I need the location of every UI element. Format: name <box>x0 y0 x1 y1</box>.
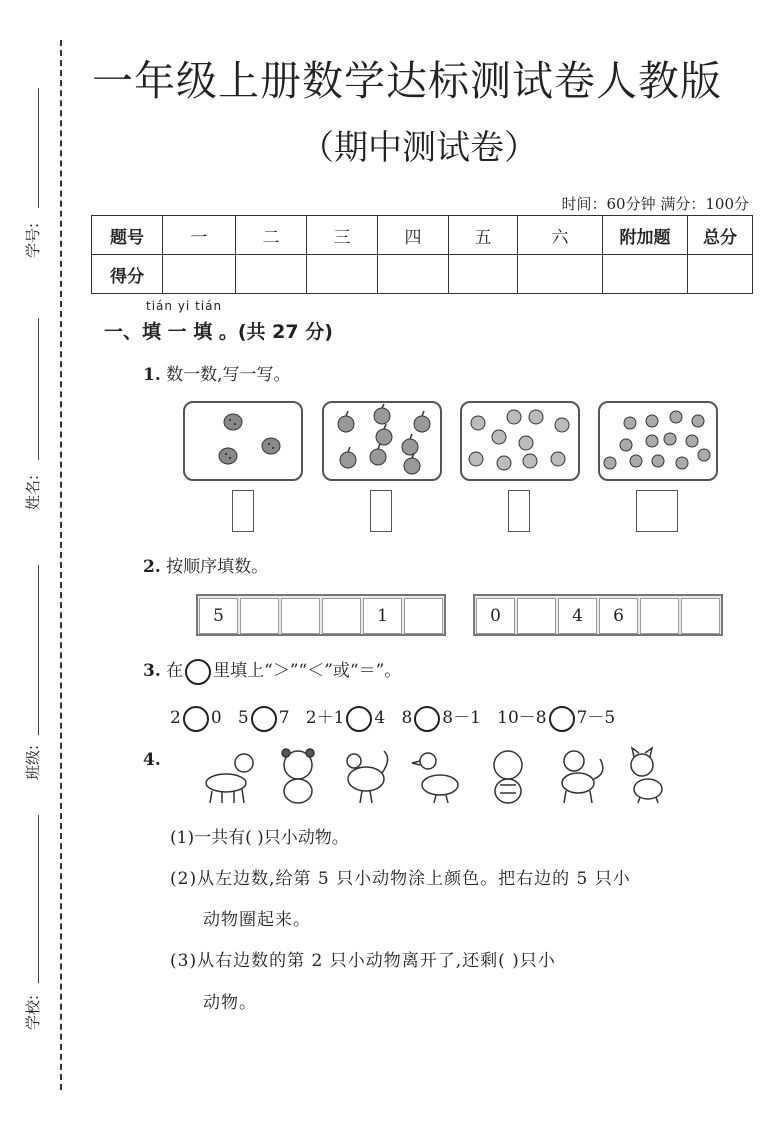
answer-box[interactable] <box>232 490 254 532</box>
page-subtitle: （期中测试卷） <box>300 128 538 168</box>
monkey-icon <box>562 751 603 803</box>
question-1 <box>143 360 291 385</box>
question-4-sub1: (1)一共有( )只小动物。 <box>170 828 349 848</box>
question-number: 2. <box>143 557 161 577</box>
tiger-icon <box>494 751 522 803</box>
strawberry-box <box>183 401 303 481</box>
score-cell: 四 <box>378 216 449 255</box>
score-cell: 五 <box>449 216 518 255</box>
question-4 <box>143 750 161 770</box>
score-input-cell[interactable] <box>163 255 236 294</box>
score-input-cell[interactable] <box>378 255 449 294</box>
score-input-cell[interactable] <box>236 255 307 294</box>
score-table-score-row <box>92 255 753 294</box>
sequence-cell[interactable] <box>322 598 361 634</box>
question-4-sub3-line1: (3)从右边数的第 2 只小动物离开了,还剩( )只小 <box>170 951 556 971</box>
compare-left: 5 <box>237 708 249 728</box>
circle-icon <box>185 659 211 685</box>
compare-left: 2 <box>170 708 181 728</box>
apple-box <box>322 401 442 481</box>
sequence-cell[interactable] <box>640 598 679 634</box>
cat-icon <box>631 748 662 803</box>
question-4-sub3-line2: 动物。 <box>203 993 257 1013</box>
score-input-cell[interactable] <box>307 255 378 294</box>
question-2 <box>143 552 268 577</box>
score-input-cell[interactable] <box>688 255 753 294</box>
compare-right: 7－5 <box>576 708 616 728</box>
answer-box[interactable] <box>508 490 530 532</box>
score-cell: 一 <box>163 216 236 255</box>
question-3 <box>143 656 401 685</box>
question-text-after: 里填上“＞”“＜”或“＝”。 <box>213 661 402 681</box>
score-cell: 六 <box>518 216 603 255</box>
compare-right: 4 <box>374 708 386 728</box>
student-id-line <box>38 88 39 208</box>
score-cell: 二 <box>236 216 307 255</box>
score-cell: 三 <box>307 216 378 255</box>
sequence-cell[interactable] <box>281 598 320 634</box>
question-text: 按顺序填数。 <box>166 557 269 577</box>
compare-left: 10－8 <box>497 708 547 728</box>
sequence-cell[interactable] <box>404 598 443 634</box>
question-number: 3. <box>143 661 161 681</box>
question-4-sub2-line1: (2)从左边数,给第 5 只小动物涂上颜色。把右边的 5 只小 <box>170 869 631 889</box>
rooster-icon <box>347 751 388 803</box>
compare-circle[interactable] <box>549 706 575 732</box>
cherry-icon <box>600 403 716 479</box>
panda-icon <box>282 749 314 803</box>
compare-circle[interactable] <box>346 706 372 732</box>
compare-circle[interactable] <box>251 706 277 732</box>
class-line <box>38 565 39 735</box>
binding-dashed-line <box>60 40 62 1090</box>
school-line <box>38 815 39 983</box>
score-cell: 题号 <box>92 216 163 255</box>
question-4-sub2-line2: 动物圈起来。 <box>203 910 311 930</box>
sequence-cell[interactable] <box>517 598 556 634</box>
dog-icon <box>206 754 253 803</box>
section-pinyin: tián yi tián <box>146 299 223 313</box>
compare-right: 0 <box>210 708 222 728</box>
sequence-cell[interactable] <box>681 598 720 634</box>
score-input-cell[interactable] <box>449 255 518 294</box>
answer-box[interactable] <box>636 490 678 532</box>
page-title: 一年级上册数学达标测试卷人教版 <box>92 57 722 105</box>
compare-circle[interactable] <box>183 706 209 732</box>
cherry-box <box>598 401 718 481</box>
score-cell: 总分 <box>688 216 753 255</box>
answer-box[interactable] <box>370 490 392 532</box>
name-line <box>38 318 39 460</box>
sequence-cell[interactable]: 5 <box>199 598 238 634</box>
peach-box <box>460 401 580 481</box>
peach-icon <box>462 403 578 479</box>
comparison-row <box>170 703 615 732</box>
sequence-cell[interactable]: 6 <box>599 598 638 634</box>
sequence-cell[interactable]: 4 <box>558 598 597 634</box>
section-title: 一、填 一 填 。(共 27 分) <box>104 321 333 343</box>
compare-left: 8 <box>401 708 413 728</box>
exam-meta: 时间：60分钟 满分：100分 <box>561 195 749 213</box>
question-text-before: 在 <box>166 661 184 681</box>
sequence-a <box>196 594 446 636</box>
apple-icon <box>324 403 440 479</box>
compare-right: 7 <box>278 708 290 728</box>
sequence-cell[interactable]: 1 <box>363 598 402 634</box>
class-label: 班级: <box>24 744 42 780</box>
score-table <box>91 215 753 294</box>
compare-right: 8－1 <box>442 708 481 728</box>
sequence-cell[interactable] <box>240 598 279 634</box>
compare-circle[interactable] <box>414 706 440 732</box>
sequence-cell[interactable]: 0 <box>476 598 515 634</box>
question-number: 1. <box>143 365 161 385</box>
score-cell: 得分 <box>92 255 163 294</box>
duck-icon <box>412 753 458 803</box>
score-cell: 附加题 <box>603 216 688 255</box>
student-id-label: 学号: <box>24 222 42 258</box>
strawberry-icon <box>185 403 301 479</box>
compare-left: 2＋1 <box>305 708 345 728</box>
name-label: 姓名: <box>24 474 42 510</box>
animals-row <box>196 745 676 807</box>
question-text: 数一数,写一写。 <box>166 365 291 385</box>
score-input-cell[interactable] <box>518 255 603 294</box>
sequence-b <box>473 594 723 636</box>
school-label: 学校: <box>24 994 42 1030</box>
question-number: 4. <box>143 750 161 770</box>
score-table-header-row <box>92 216 753 255</box>
score-input-cell[interactable] <box>603 255 688 294</box>
